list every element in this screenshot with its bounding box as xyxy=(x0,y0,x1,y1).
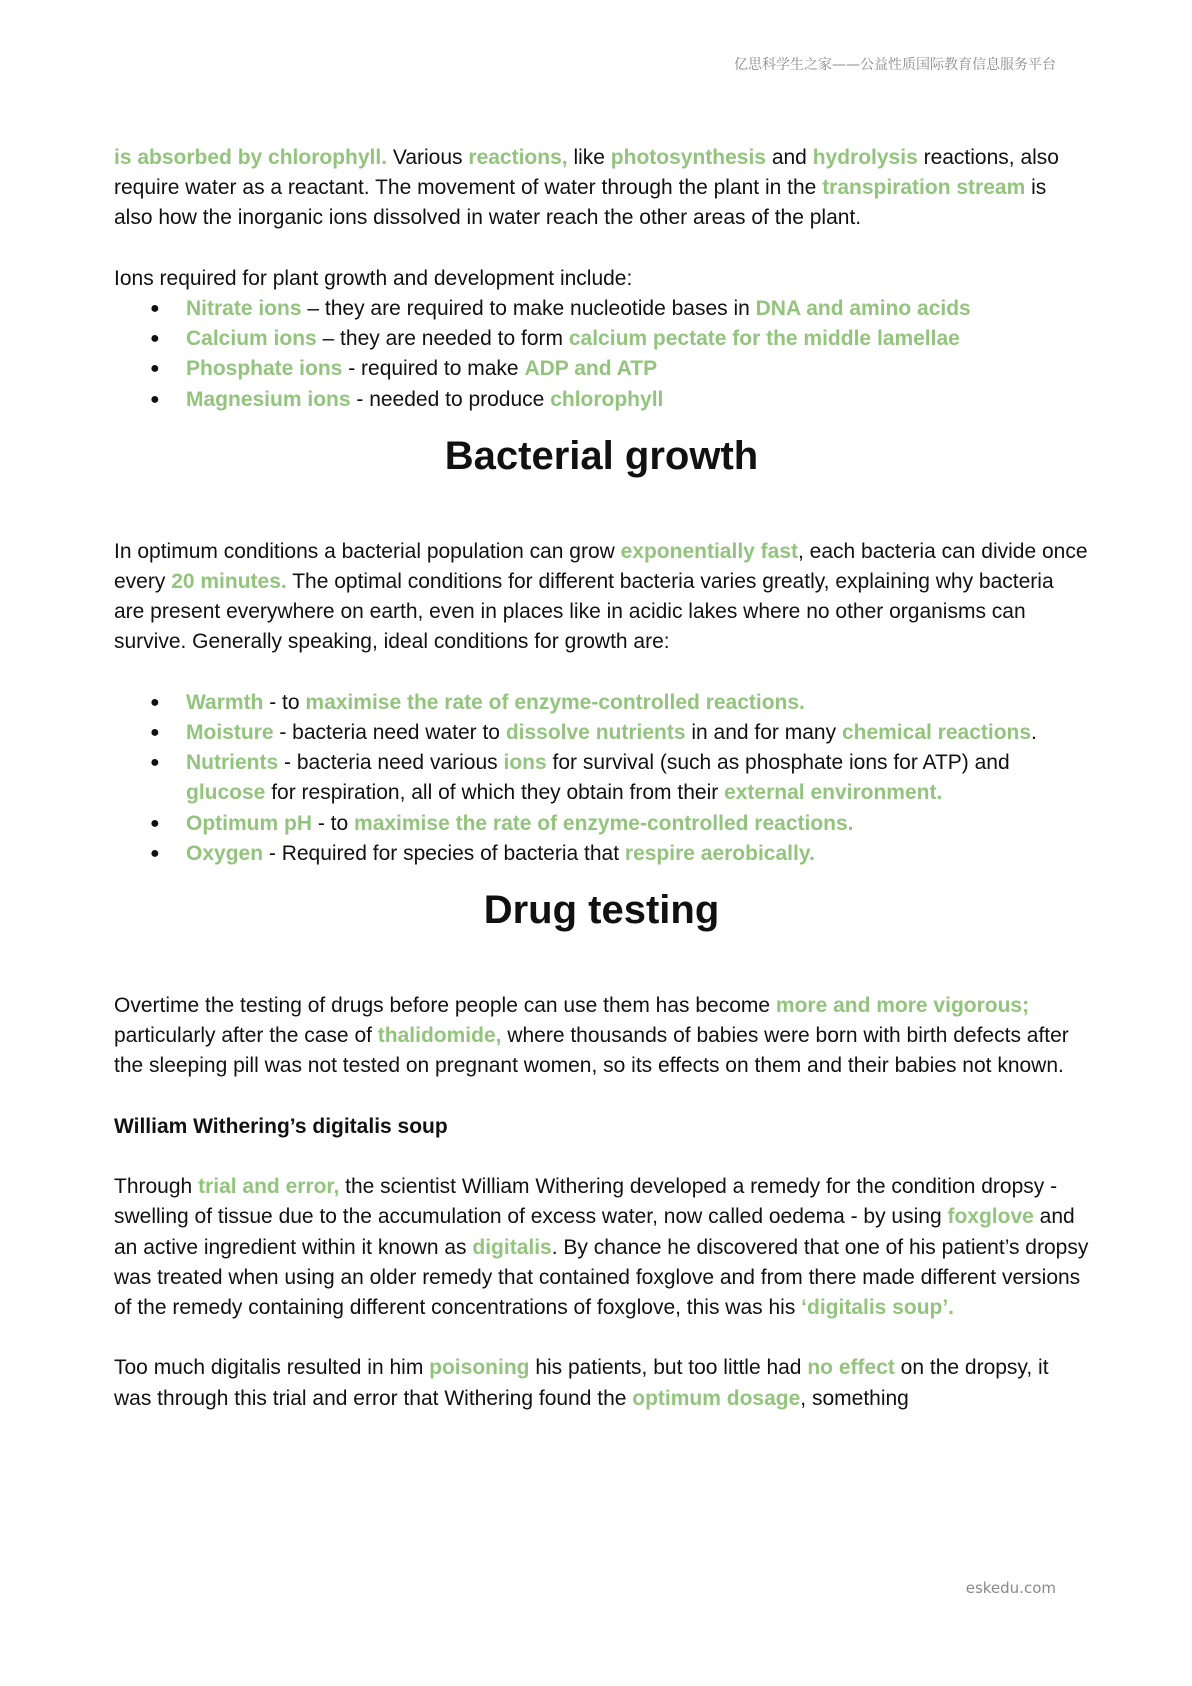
highlighted-term: exponentially fast xyxy=(620,539,799,563)
text-run: , something xyxy=(800,1386,909,1410)
highlighted-term: ‘digitalis soup’. xyxy=(801,1296,955,1320)
text-run: and an active ingredient within it known as xyxy=(114,1205,1075,1259)
withering-paragraph xyxy=(114,1172,1089,1323)
highlighted-term: trial and error, xyxy=(198,1175,340,1199)
text-run: for respiration, all of which they obtain from their xyxy=(265,781,725,805)
highlighted-term: Magnesium ions xyxy=(186,387,351,411)
list-item xyxy=(186,688,1089,718)
highlighted-term: transpiration stream xyxy=(822,176,1026,200)
highlighted-term: ions xyxy=(503,751,547,775)
highlighted-term: hydrolysis xyxy=(812,146,918,169)
drug-intro-paragraph xyxy=(114,991,1089,1082)
dosage-paragraph xyxy=(114,1353,1089,1413)
highlighted-term: thalidomide, xyxy=(377,1024,502,1048)
highlighted-term: respire aerobically. xyxy=(624,841,815,865)
highlighted-term: digitalis xyxy=(472,1235,552,1259)
drug-testing-heading: Drug testing xyxy=(483,888,720,933)
highlighted-term: Nitrate ions xyxy=(186,297,302,320)
list-item xyxy=(186,385,1089,415)
text-run: his patients, but too little had xyxy=(529,1356,808,1380)
highlighted-term: ADP and ATP xyxy=(524,357,658,381)
highlighted-term: external environment. xyxy=(724,781,943,805)
highlighted-term: Oxygen xyxy=(186,841,264,865)
highlighted-term: more and more vigorous; xyxy=(775,994,1030,1018)
text-run: - bacteria need various xyxy=(278,751,504,775)
highlighted-term: Optimum pH xyxy=(186,811,312,835)
highlighted-term: Warmth xyxy=(186,690,264,714)
highlighted-term: no effect xyxy=(807,1356,895,1380)
text-run: and xyxy=(765,146,813,169)
text-run: Through xyxy=(114,1175,199,1199)
highlighted-term: foxglove xyxy=(947,1205,1034,1229)
highlighted-term: optimum dosage xyxy=(632,1386,801,1410)
highlighted-term: Calcium ions xyxy=(186,327,317,351)
highlighted-term: maximise the rate of enzyme-controlled reactions. xyxy=(354,811,854,835)
text-run: on the dropsy, it was through this trial and error that Withering found the xyxy=(114,1356,1049,1410)
ions-list xyxy=(114,294,1089,415)
highlighted-term: maximise the rate of enzyme-controlled reactions. xyxy=(305,690,805,714)
text-run: – they are required to make nucleotide bases in xyxy=(301,297,756,320)
text-run: The optimal conditions for different bacteria varies greatly, explaining why bacteria are present everywhere on earth, even in places like in acidic lakes where no other organisms can survive. Generally speaking, ideal conditions for growth are: xyxy=(114,570,1054,654)
highlighted-term: reactions, xyxy=(468,146,568,169)
text-run: . By chance he discovered that one of his patient’s dropsy was treated when using an older remedy that contained foxglove and from there made different versions of the remedy containing different concentrations of foxglove, this was his xyxy=(114,1235,1089,1320)
text-run: where thousands of babies were born with birth defects after the sleeping pill was not tested on pregnant women, so its effects on them and their babies not known. xyxy=(114,1024,1069,1078)
text-run: - bacteria need water to xyxy=(273,721,506,745)
highlighted-term: is absorbed by chlorophyll. xyxy=(114,146,388,169)
highlighted-term: photosynthesis xyxy=(610,146,766,169)
list-item xyxy=(186,718,1089,748)
text-run: is also how the inorganic ions dissolved in water reach the other areas of the plant. xyxy=(114,176,1047,230)
text-run: , each bacteria can divide once every xyxy=(114,539,1088,594)
page-header-text: 亿思科学生之家——公益性质国际教育信息服务平台 xyxy=(734,57,1056,73)
text-run: particularly after the case of xyxy=(114,1024,378,1048)
highlighted-term: 20 minutes. xyxy=(171,570,287,594)
highlighted-term: Moisture xyxy=(186,721,274,745)
highlighted-term: calcium pectate for the middle lamellae xyxy=(568,327,960,351)
text-run: reactions, also require water as a reactant. The movement of water through the plant in the xyxy=(114,146,1059,200)
text-run: - needed to produce xyxy=(350,387,551,411)
page-footer-text: eskedu.com xyxy=(965,1579,1056,1597)
highlighted-term: glucose xyxy=(186,781,266,805)
withering-subheading: William Withering’s digitalis soup xyxy=(114,1114,448,1138)
conditions-list xyxy=(114,688,1089,869)
highlighted-term: DNA and amino acids xyxy=(755,297,971,320)
list-item xyxy=(186,324,1089,354)
text-run: in and for many xyxy=(685,721,842,745)
highlighted-term: dissolve nutrients xyxy=(505,721,686,745)
text-run: . xyxy=(1031,721,1037,745)
highlighted-term: Phosphate ions xyxy=(186,357,343,381)
text-run: - to xyxy=(263,690,306,714)
list-item xyxy=(186,748,1089,808)
text-run: - Required for species of bacteria that xyxy=(263,841,625,865)
list-item xyxy=(186,354,1089,384)
text-run: - required to make xyxy=(342,357,525,381)
highlighted-term: chlorophyll xyxy=(550,387,664,411)
list-item xyxy=(186,294,1089,324)
text-run: – they are needed to form xyxy=(316,327,569,351)
bacterial-paragraph xyxy=(114,537,1089,658)
list-item xyxy=(186,839,1089,869)
text-run: like xyxy=(567,146,611,169)
document-body xyxy=(114,143,1089,1414)
intro-paragraph xyxy=(114,143,1089,234)
text-run: In optimum conditions a bacterial population can grow xyxy=(114,539,621,563)
text-run: Too much digitalis resulted in him xyxy=(114,1356,430,1380)
highlighted-term: chemical reactions xyxy=(841,721,1032,745)
text-run: Overtime the testing of drugs before people can use them has become xyxy=(114,994,776,1018)
text-run: the scientist William Withering developed a remedy for the condition dropsy - swelling of tissue due to the accumulation of excess water, now called oedema - by using xyxy=(114,1175,1058,1229)
ions-lead-text: Ions required for plant growth and development include: xyxy=(114,266,633,290)
highlighted-term: poisoning xyxy=(429,1356,530,1380)
bacterial-growth-heading: Bacterial growth xyxy=(444,433,759,478)
text-run: Various xyxy=(387,146,469,169)
text-run: for survival (such as phosphate ions for ATP) and xyxy=(546,751,1010,775)
highlighted-term: Nutrients xyxy=(186,751,279,775)
text-run: - to xyxy=(312,811,355,835)
list-item xyxy=(186,809,1089,839)
